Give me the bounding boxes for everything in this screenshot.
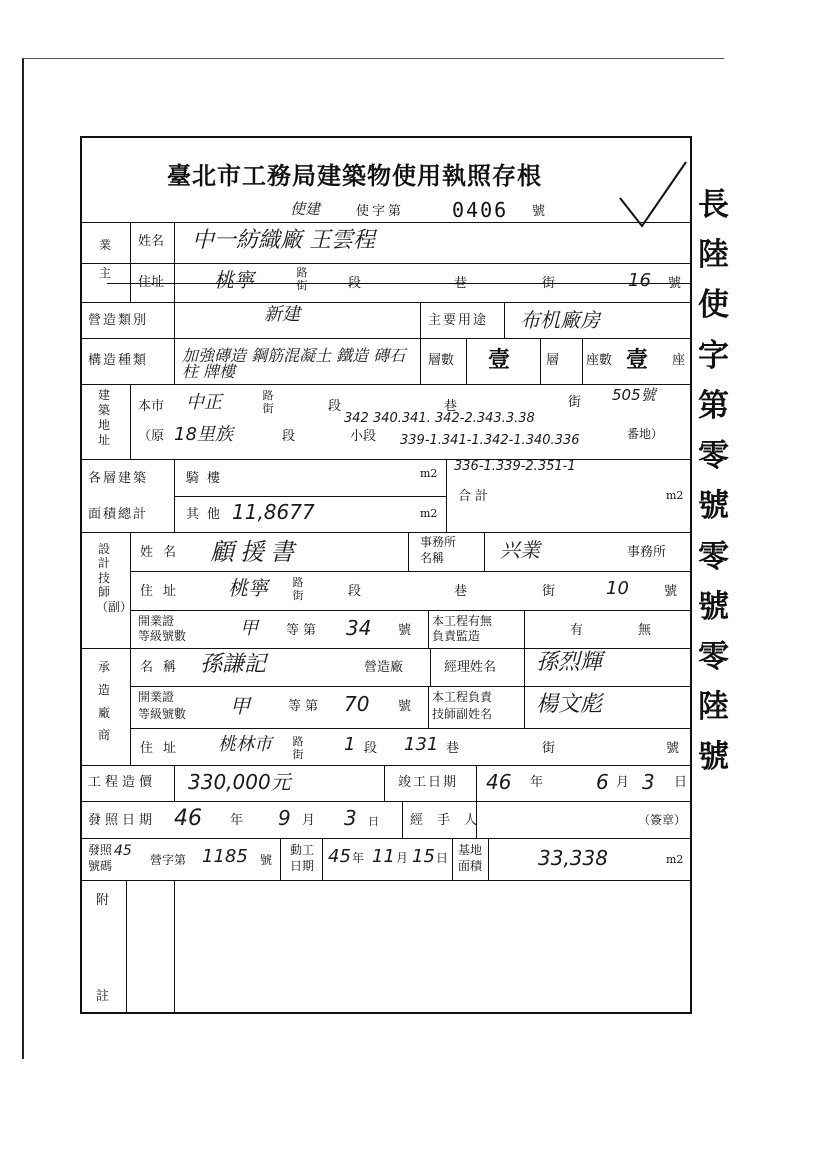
contractor-manager-value: 孫烈輝 — [536, 650, 603, 675]
permit-label2: 號碼 — [88, 859, 113, 873]
architect-number-value: 10 — [606, 578, 629, 599]
side-stamp — [698, 180, 729, 783]
contractor-grade: 甲 — [230, 694, 250, 718]
contractor-name-label: 名稱 — [140, 660, 187, 675]
total-unit: m2 — [666, 489, 684, 502]
completion-month: 6 — [596, 770, 609, 794]
architect-wu: 無 — [638, 623, 652, 638]
permit-year: 45 — [114, 843, 132, 859]
contractor-hao2: 號 — [666, 741, 680, 756]
architect-license-label2: 等級號數 — [138, 629, 187, 643]
contractor-xiang: 巷 — [446, 741, 460, 756]
permit-number: 1185 — [202, 846, 248, 867]
contractor-tech-value: 楊文彪 — [536, 692, 603, 717]
main-use-value: 布机廠房 — [520, 308, 600, 332]
license-number: 0406 — [452, 198, 509, 222]
contractor-xiang-value: 131 — [404, 734, 439, 755]
architect-name-label: 姓名 — [140, 545, 187, 560]
architect-road-label: 路街 — [292, 576, 304, 603]
other-label: 其他 — [186, 507, 229, 522]
architect-office-label1: 事務所 — [420, 535, 457, 549]
owner-xiang: 巷 — [454, 276, 468, 291]
units-value: 壹 — [626, 347, 649, 373]
owner-address-value: 桃寧 — [214, 268, 254, 292]
contractor-duan: 段 — [364, 741, 378, 756]
architect-address-label: 住址 — [140, 584, 187, 599]
architect-supervise-label2: 負責監造 — [432, 629, 481, 643]
structure-type-value: 加強磚造 鋼筋混凝土 鐵造 磚石柱 牌樓 — [182, 346, 406, 381]
cost-value: 330,000元 — [188, 770, 291, 794]
site-old-duan: 段 — [282, 429, 296, 444]
site-section-label: 建築地址 — [97, 388, 110, 447]
completion-yue: 月 — [616, 775, 630, 790]
site-district-value: 中正 — [186, 392, 222, 413]
contractor-name-value: 孫謙記 — [200, 652, 267, 677]
remarks-fu: 附 — [96, 893, 110, 908]
architect-supervise-label1: 本工程有無 — [432, 614, 493, 628]
construction-type-value: 新建 — [264, 304, 300, 325]
land-unit: m2 — [666, 853, 684, 866]
site-old-label: （原 — [138, 429, 165, 444]
issue-label: 發照日期 — [88, 813, 157, 828]
site-parcel-suffix: 番地） — [627, 427, 664, 441]
start-ri: 日 — [436, 851, 449, 865]
contractor-manager-label: 經理姓名 — [444, 660, 497, 675]
floors-label: 層數 — [428, 353, 455, 368]
arcade-label: 騎樓 — [186, 471, 229, 486]
issue-nian: 年 — [230, 813, 244, 828]
contractor-duan-value: 1 — [344, 734, 356, 755]
architect-you: 有 — [570, 623, 584, 638]
architect-address-value: 桃寧 — [228, 576, 268, 600]
architect-hao2: 號 — [398, 623, 412, 638]
contractor-section-label: 承造廠商 — [97, 660, 110, 743]
architect-name-value: 顧援書 — [210, 538, 300, 566]
contractor-tech-label2: 技師副姓名 — [432, 707, 493, 721]
start-year: 45 — [328, 846, 351, 867]
completion-day: 3 — [642, 770, 655, 794]
side-stamp-text: 長陸使字第零號零號零陸號 — [698, 187, 729, 776]
permit-label1: 發照 — [88, 843, 113, 857]
license-prefix: 使建 — [290, 200, 321, 218]
contractor-jie: 街 — [542, 741, 556, 756]
start-nian: 年 — [352, 851, 365, 865]
floors-unit: 層 — [546, 353, 560, 368]
other-unit: m2 — [420, 507, 438, 520]
owner-jie: 街 — [542, 276, 556, 291]
architect-jie: 街 — [542, 584, 556, 599]
site-duan: 段 — [328, 399, 342, 414]
contractor-suffix: 營造廠 — [364, 660, 404, 675]
architect-grade-label: 等第 — [286, 623, 321, 638]
completion-ri: 日 — [674, 775, 688, 790]
construction-type-label: 營造類別 — [88, 313, 149, 328]
owner-number-value: 16 — [628, 270, 651, 291]
owner-section-label: 業主 — [98, 238, 111, 280]
architect-license-label1: 開業證 — [138, 614, 175, 628]
site-parcel-line1: 342 340.341. 342-2.343.3.38 — [344, 411, 535, 426]
contractor-license-label2: 等級號數 — [138, 707, 187, 721]
other-value: 11,8677 — [232, 500, 315, 524]
start-label1: 動工 — [290, 843, 315, 857]
architect-office-suffix: 事務所 — [627, 545, 667, 560]
contractor-tech-label1: 本工程負責 — [432, 690, 493, 704]
architect-license-no: 34 — [346, 616, 372, 640]
land-value: 33,338 — [538, 846, 608, 870]
architect-office-value: 兴業 — [500, 538, 540, 562]
start-yue: 月 — [396, 851, 409, 865]
completion-year: 46 — [486, 770, 512, 794]
site-city: 本市 — [138, 399, 165, 414]
cost-label: 工程造價 — [88, 775, 157, 790]
land-label1: 基地 — [458, 843, 483, 857]
owner-road-label: 路街 — [296, 266, 308, 293]
handler-label: 經手人 — [410, 813, 492, 828]
land-label2: 面積 — [458, 859, 483, 873]
site-old-area-value: 18里族 — [174, 424, 233, 445]
issue-ri: 日 — [368, 815, 379, 828]
owner-name-label: 姓名 — [138, 234, 165, 249]
contractor-hao: 號 — [398, 699, 412, 714]
site-parcel-line2: 339-1.341-1.342-1.340.336 — [400, 433, 580, 448]
site-road-label: 路街 — [262, 389, 274, 416]
architect-grade: 甲 — [240, 618, 258, 639]
license-form — [80, 136, 692, 1014]
contractor-license-no: 70 — [344, 692, 370, 716]
main-use-label: 主要用途 — [428, 313, 489, 328]
architect-hao: 號 — [664, 584, 678, 599]
form-title: 臺北市工務局建築物使用執照存根 — [167, 161, 542, 190]
owner-hao: 號 — [668, 276, 682, 291]
floors-value: 壹 — [488, 347, 511, 373]
site-jie: 街 — [568, 395, 582, 410]
start-month: 11 — [372, 846, 395, 867]
completion-nian: 年 — [530, 775, 544, 790]
start-day: 15 — [412, 846, 435, 867]
permit-prefix: 營字第 — [150, 853, 187, 867]
units-unit: 座 — [672, 353, 686, 368]
architect-duan: 段 — [348, 584, 362, 599]
floor-area-label2: 面積總計 — [88, 507, 149, 522]
site-number-value: 505號 — [612, 386, 656, 404]
site-small-section: 小段 — [350, 429, 377, 444]
units-label: 座數 — [586, 353, 613, 368]
owner-name-value: 中一紡織廠 王雲程 — [192, 228, 375, 253]
completion-label: 竣工日期 — [398, 775, 459, 790]
remarks-zhu: 註 — [96, 989, 110, 1004]
owner-address-label: 住址 — [138, 275, 165, 290]
contractor-address-label: 住址 — [140, 741, 187, 756]
contractor-license-label1: 開業證 — [138, 690, 175, 704]
contractor-grade-label: 等第 — [288, 699, 323, 714]
owner-duan: 段 — [348, 276, 362, 291]
site-xiang: 巷 — [444, 399, 458, 414]
license-label: 使字第 — [356, 204, 405, 219]
issue-year: 46 — [174, 806, 202, 831]
contractor-road-label: 路街 — [292, 735, 304, 762]
issue-yue: 月 — [302, 813, 316, 828]
permit-hao: 號 — [260, 853, 273, 867]
handler-seal: （簽章） — [638, 813, 687, 827]
architect-xiang: 巷 — [454, 584, 468, 599]
contractor-address-value: 桃林市 — [218, 734, 272, 755]
start-label2: 日期 — [290, 859, 315, 873]
architect-section-label: 設計技師（副） — [96, 542, 133, 614]
architect-office-label2: 名稱 — [420, 551, 445, 565]
license-suffix: 號 — [532, 204, 546, 219]
site-parcel-line3: 336-1.339-2.351-1 — [454, 459, 576, 474]
issue-month: 9 — [278, 806, 291, 830]
arcade-unit: m2 — [420, 467, 438, 480]
structure-type-label: 構造種類 — [88, 353, 149, 368]
issue-day: 3 — [344, 806, 357, 830]
floor-area-label1: 各層建築 — [88, 471, 149, 486]
total-label: 合計 — [458, 489, 493, 504]
